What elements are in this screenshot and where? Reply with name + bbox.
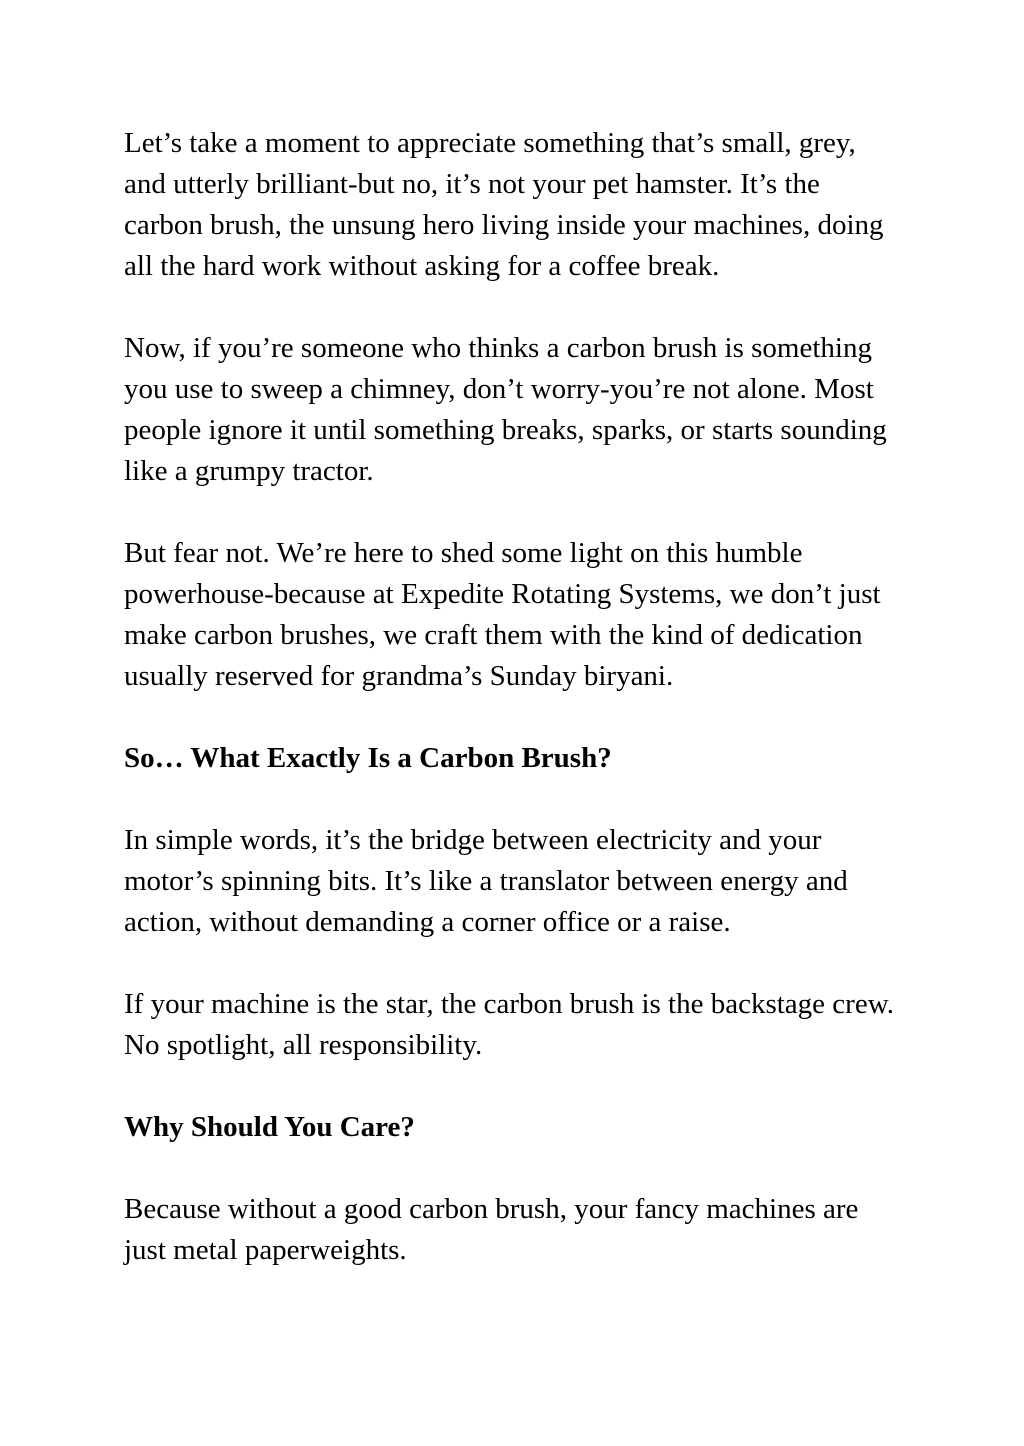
paragraph-chimney: Now, if you’re someone who thinks a carbon brush is something you use to sweep a chimney, don’t worry-you’re not alone. Most people ignore it until something breaks, sparks, or starts sounding like a grumpy tractor.: [124, 332, 887, 487]
paragraph-fear-not: But fear not. We’re here to shed some light on this humble powerhouse-because at Expedite Rotating Systems, we don’t just make carbon brushes, we craft them with the kind of dedication usually reserved for grandma’s Sunday biryani.: [124, 537, 881, 692]
document-page: [124, 123, 904, 1271]
heading-why-care: Why Should You Care?: [124, 1111, 415, 1143]
paragraph-paperweights: Because without a good carbon brush, your fancy machines are just metal paperweights.: [124, 1193, 859, 1266]
paragraph-backstage-crew: If your machine is the star, the carbon brush is the backstage crew. No spotlight, all responsibility.: [124, 988, 895, 1061]
heading-what-is-carbon-brush: So… What Exactly Is a Carbon Brush?: [124, 742, 612, 774]
paragraph-simple-words: In simple words, it’s the bridge between electricity and your motor’s spinning bits. It’s like a translator between energy and action, without demanding a corner office or a raise.: [124, 824, 848, 938]
paragraph-intro: Let’s take a moment to appreciate something that’s small, grey, and utterly brilliant-but no, it’s not your pet hamster. It’s the carbon brush, the unsung hero living inside your machines, doing all the hard work without asking for a coffee break.: [124, 127, 884, 282]
